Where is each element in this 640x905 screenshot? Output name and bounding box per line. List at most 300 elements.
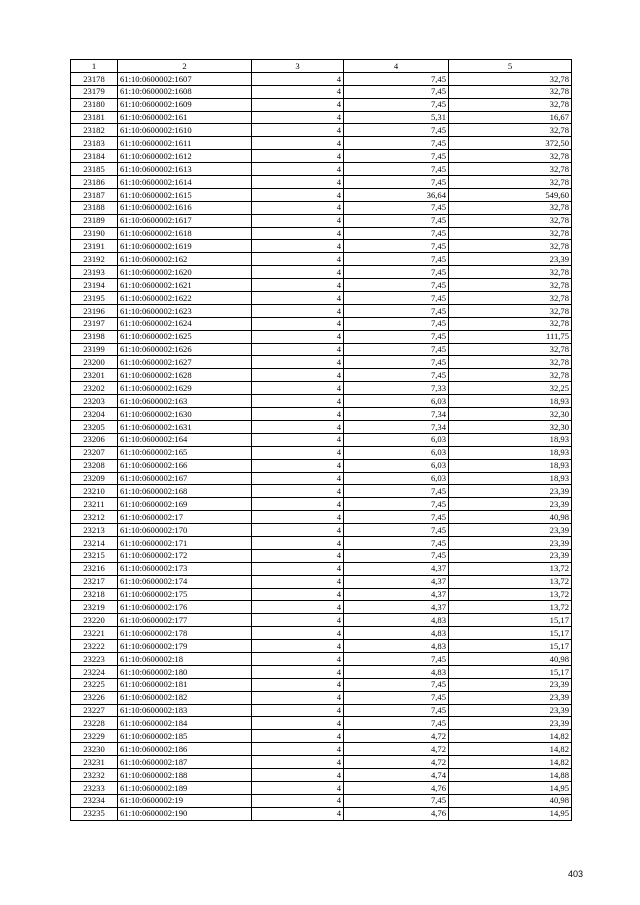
table-row [71,279,572,292]
column-4-cell: 4,83 [344,640,449,653]
table-row [71,85,572,98]
column-5-cell: 372,50 [449,137,572,150]
column-5-cell: 18,93 [449,472,572,485]
column-5-cell: 32,78 [449,279,572,292]
column-5-cell: 32,78 [449,201,572,214]
row-number-cell: 23189 [71,214,118,227]
column-3-cell: 4 [252,665,344,678]
row-number-cell: 23185 [71,163,118,176]
column-5-cell: 32,78 [449,98,572,111]
column-4-cell: 7,45 [344,98,449,111]
column-5-cell: 32,78 [449,227,572,240]
column-5-cell: 23,39 [449,524,572,537]
column-4-cell: 4,76 [344,781,449,794]
row-number-cell: 23220 [71,614,118,627]
column-3-cell: 4 [252,794,344,807]
column-4-cell: 4,72 [344,756,449,769]
cadastral-number-cell: 61:10:0600002:1617 [118,214,252,227]
table-row [71,756,572,769]
table-row [71,111,572,124]
column-3-cell: 4 [252,704,344,717]
column-4-cell: 7,45 [344,201,449,214]
column-4-cell: 4,72 [344,743,449,756]
row-number-cell: 23231 [71,756,118,769]
column-4-cell: 4,37 [344,562,449,575]
cadastral-number-cell: 61:10:0600002:189 [118,781,252,794]
table-row [71,214,572,227]
table-row [71,188,572,201]
column-4-cell: 4,74 [344,768,449,781]
column-4-cell: 7,45 [344,652,449,665]
cadastral-number-cell: 61:10:0600002:186 [118,743,252,756]
table-row [71,343,572,356]
table-row [71,356,572,369]
column-3-cell: 4 [252,601,344,614]
cadastral-number-cell: 61:10:0600002:1610 [118,124,252,137]
table-row [71,240,572,253]
column-4-cell: 7,45 [344,266,449,279]
cadastral-number-cell: 61:10:0600002:168 [118,485,252,498]
column-3-cell: 4 [252,240,344,253]
column-4-cell: 6,03 [344,472,449,485]
column-3-cell: 4 [252,408,344,421]
column-5-cell: 32,30 [449,408,572,421]
cadastral-number-cell: 61:10:0600002:183 [118,704,252,717]
cadastral-number-cell: 61:10:0600002:1613 [118,163,252,176]
column-4-cell: 7,45 [344,317,449,330]
table-row [71,485,572,498]
cadastral-number-cell: 61:10:0600002:165 [118,446,252,459]
table-row [71,627,572,640]
row-number-cell: 23208 [71,459,118,472]
column-5-cell: 32,30 [449,420,572,433]
row-number-cell: 23221 [71,627,118,640]
column-5-cell: 40,98 [449,794,572,807]
column-4-cell: 7,45 [344,72,449,85]
column-4-cell: 5,31 [344,111,449,124]
row-number-cell: 23228 [71,717,118,730]
cadastral-number-cell: 61:10:0600002:177 [118,614,252,627]
row-number-cell: 23216 [71,562,118,575]
column-5-cell: 14,95 [449,807,572,820]
column-4-cell: 7,45 [344,253,449,266]
row-number-cell: 23227 [71,704,118,717]
column-4-cell: 7,45 [344,369,449,382]
column-4-cell: 4,76 [344,807,449,820]
cadastral-number-cell: 61:10:0600002:1612 [118,150,252,163]
table-row [71,395,572,408]
row-number-cell: 23182 [71,124,118,137]
column-header-4: 4 [344,60,449,73]
table-row [71,601,572,614]
row-number-cell: 23188 [71,201,118,214]
cadastral-number-cell: 61:10:0600002:187 [118,756,252,769]
row-number-cell: 23201 [71,369,118,382]
table-row [71,292,572,305]
data-table [70,59,572,821]
table-row [71,163,572,176]
cadastral-number-cell: 61:10:0600002:175 [118,588,252,601]
column-3-cell: 4 [252,614,344,627]
column-3-cell: 4 [252,279,344,292]
column-5-cell: 16,67 [449,111,572,124]
row-number-cell: 23205 [71,420,118,433]
cadastral-number-cell: 61:10:0600002:190 [118,807,252,820]
table-row [71,472,572,485]
table-row [71,446,572,459]
column-3-cell: 4 [252,433,344,446]
column-3-cell: 4 [252,72,344,85]
column-3-cell: 4 [252,562,344,575]
cadastral-number-cell: 61:10:0600002:1608 [118,85,252,98]
column-3-cell: 4 [252,717,344,730]
row-number-cell: 23217 [71,575,118,588]
table-row [71,614,572,627]
column-3-cell: 4 [252,201,344,214]
cadastral-number-cell: 61:10:0600002:18 [118,652,252,665]
row-number-cell: 23223 [71,652,118,665]
row-number-cell: 23233 [71,781,118,794]
column-5-cell: 32,78 [449,150,572,163]
column-4-cell: 7,45 [344,150,449,163]
column-5-cell: 15,17 [449,614,572,627]
row-number-cell: 23222 [71,640,118,653]
column-4-cell: 7,45 [344,511,449,524]
table-row [71,459,572,472]
column-5-cell: 111,75 [449,330,572,343]
row-number-cell: 23212 [71,511,118,524]
row-number-cell: 23186 [71,176,118,189]
cadastral-number-cell: 61:10:0600002:178 [118,627,252,640]
column-5-cell: 18,93 [449,433,572,446]
cadastral-number-cell: 61:10:0600002:181 [118,678,252,691]
row-number-cell: 23206 [71,433,118,446]
column-3-cell: 4 [252,343,344,356]
cadastral-number-cell: 61:10:0600002:169 [118,498,252,511]
cadastral-number-cell: 61:10:0600002:163 [118,395,252,408]
table-row [71,524,572,537]
column-3-cell: 4 [252,459,344,472]
column-4-cell: 7,45 [344,176,449,189]
column-3-cell: 4 [252,472,344,485]
column-3-cell: 4 [252,420,344,433]
table-row [71,317,572,330]
table-row [71,678,572,691]
column-header-5: 5 [449,60,572,73]
column-3-cell: 4 [252,85,344,98]
cadastral-number-cell: 61:10:0600002:1627 [118,356,252,369]
column-5-cell: 15,17 [449,640,572,653]
column-4-cell: 7,45 [344,279,449,292]
table-row [71,420,572,433]
column-5-cell: 549,60 [449,188,572,201]
table-row [71,433,572,446]
table-row [71,807,572,820]
cadastral-number-cell: 61:10:0600002:1609 [118,98,252,111]
column-5-cell: 32,78 [449,317,572,330]
row-number-cell: 23197 [71,317,118,330]
row-number-cell: 23183 [71,137,118,150]
cadastral-number-cell: 61:10:0600002:1626 [118,343,252,356]
column-5-cell: 13,72 [449,601,572,614]
table-row [71,730,572,743]
column-5-cell: 23,39 [449,536,572,549]
table-header-row [71,60,572,73]
column-5-cell: 32,78 [449,214,572,227]
column-3-cell: 4 [252,292,344,305]
column-4-cell: 7,33 [344,382,449,395]
column-4-cell: 7,45 [344,356,449,369]
table-row [71,176,572,189]
cadastral-number-cell: 61:10:0600002:1631 [118,420,252,433]
row-number-cell: 23191 [71,240,118,253]
cadastral-number-cell: 61:10:0600002:1628 [118,369,252,382]
column-4-cell: 7,45 [344,163,449,176]
column-3-cell: 4 [252,627,344,640]
column-3-cell: 4 [252,137,344,150]
cadastral-number-cell: 61:10:0600002:1607 [118,72,252,85]
column-3-cell: 4 [252,768,344,781]
cadastral-number-cell: 61:10:0600002:1618 [118,227,252,240]
row-number-cell: 23180 [71,98,118,111]
table-row [71,704,572,717]
cadastral-number-cell: 61:10:0600002:164 [118,433,252,446]
cadastral-number-cell: 61:10:0600002:1629 [118,382,252,395]
table-row [71,201,572,214]
column-4-cell: 4,37 [344,601,449,614]
column-4-cell: 7,45 [344,124,449,137]
column-5-cell: 13,72 [449,575,572,588]
column-5-cell: 15,17 [449,665,572,678]
column-5-cell: 18,93 [449,395,572,408]
column-3-cell: 4 [252,188,344,201]
column-4-cell: 7,45 [344,137,449,150]
cadastral-number-cell: 61:10:0600002:1611 [118,137,252,150]
column-3-cell: 4 [252,111,344,124]
row-number-cell: 23199 [71,343,118,356]
column-3-cell: 4 [252,163,344,176]
column-5-cell: 18,93 [449,446,572,459]
column-4-cell: 7,45 [344,227,449,240]
row-number-cell: 23179 [71,85,118,98]
column-5-cell: 13,72 [449,588,572,601]
column-5-cell: 32,78 [449,292,572,305]
table-row [71,536,572,549]
table-row [71,717,572,730]
row-number-cell: 23196 [71,304,118,317]
column-4-cell: 7,45 [344,704,449,717]
cadastral-number-cell: 61:10:0600002:185 [118,730,252,743]
column-4-cell: 4,37 [344,575,449,588]
row-number-cell: 23213 [71,524,118,537]
row-number-cell: 23229 [71,730,118,743]
column-4-cell: 6,03 [344,433,449,446]
column-3-cell: 4 [252,691,344,704]
column-5-cell: 23,39 [449,704,572,717]
table-row [71,369,572,382]
column-3-cell: 4 [252,150,344,163]
column-3-cell: 4 [252,781,344,794]
column-4-cell: 4,83 [344,614,449,627]
column-3-cell: 4 [252,330,344,343]
column-4-cell: 7,45 [344,549,449,562]
cadastral-number-cell: 61:10:0600002:176 [118,601,252,614]
column-4-cell: 7,45 [344,485,449,498]
table-row [71,72,572,85]
row-number-cell: 23190 [71,227,118,240]
column-header-2: 2 [118,60,252,73]
row-number-cell: 23187 [71,188,118,201]
table-row [71,304,572,317]
cadastral-number-cell: 61:10:0600002:171 [118,536,252,549]
column-3-cell: 4 [252,678,344,691]
row-number-cell: 23193 [71,266,118,279]
table-row [71,665,572,678]
table-row [71,253,572,266]
column-5-cell: 23,39 [449,717,572,730]
column-4-cell: 6,03 [344,395,449,408]
column-4-cell: 7,45 [344,524,449,537]
cadastral-number-cell: 61:10:0600002:19 [118,794,252,807]
row-number-cell: 23184 [71,150,118,163]
column-4-cell: 6,03 [344,459,449,472]
column-5-cell: 32,78 [449,85,572,98]
cadastral-number-cell: 61:10:0600002:17 [118,511,252,524]
column-3-cell: 4 [252,549,344,562]
cadastral-number-cell: 61:10:0600002:184 [118,717,252,730]
row-number-cell: 23215 [71,549,118,562]
table-row [71,743,572,756]
column-4-cell: 4,83 [344,665,449,678]
column-4-cell: 7,34 [344,420,449,433]
column-5-cell: 13,72 [449,562,572,575]
column-3-cell: 4 [252,356,344,369]
cadastral-number-cell: 61:10:0600002:1621 [118,279,252,292]
table-row [71,511,572,524]
table-row [71,640,572,653]
column-5-cell: 32,78 [449,343,572,356]
column-5-cell: 32,25 [449,382,572,395]
column-3-cell: 4 [252,807,344,820]
table-row [71,330,572,343]
column-5-cell: 18,93 [449,459,572,472]
column-3-cell: 4 [252,253,344,266]
column-5-cell: 15,17 [449,627,572,640]
cadastral-number-cell: 61:10:0600002:1622 [118,292,252,305]
cadastral-number-cell: 61:10:0600002:170 [118,524,252,537]
row-number-cell: 23198 [71,330,118,343]
column-4-cell: 4,83 [344,627,449,640]
column-5-cell: 40,98 [449,511,572,524]
table-row [71,549,572,562]
table-row [71,98,572,111]
column-4-cell: 7,45 [344,292,449,305]
row-number-cell: 23202 [71,382,118,395]
cadastral-number-cell: 61:10:0600002:1620 [118,266,252,279]
column-3-cell: 4 [252,498,344,511]
cadastral-number-cell: 61:10:0600002:1630 [118,408,252,421]
cadastral-number-cell: 61:10:0600002:161 [118,111,252,124]
column-5-cell: 40,98 [449,652,572,665]
cadastral-number-cell: 61:10:0600002:1616 [118,201,252,214]
column-5-cell: 23,39 [449,678,572,691]
column-5-cell: 23,39 [449,253,572,266]
column-4-cell: 7,45 [344,240,449,253]
row-number-cell: 23200 [71,356,118,369]
row-number-cell: 23209 [71,472,118,485]
row-number-cell: 23230 [71,743,118,756]
cadastral-number-cell: 61:10:0600002:162 [118,253,252,266]
column-5-cell: 32,78 [449,356,572,369]
row-number-cell: 23178 [71,72,118,85]
column-3-cell: 4 [252,524,344,537]
table-row [71,588,572,601]
column-5-cell: 32,78 [449,163,572,176]
column-3-cell: 4 [252,756,344,769]
table-body [71,72,572,820]
row-number-cell: 23214 [71,536,118,549]
column-3-cell: 4 [252,446,344,459]
cadastral-number-cell: 61:10:0600002:1623 [118,304,252,317]
row-number-cell: 23232 [71,768,118,781]
row-number-cell: 23234 [71,794,118,807]
column-3-cell: 4 [252,511,344,524]
table-row [71,768,572,781]
column-4-cell: 7,45 [344,343,449,356]
column-4-cell: 4,72 [344,730,449,743]
row-number-cell: 23181 [71,111,118,124]
cadastral-number-cell: 61:10:0600002:180 [118,665,252,678]
column-5-cell: 23,39 [449,498,572,511]
column-4-cell: 6,03 [344,446,449,459]
column-4-cell: 4,37 [344,588,449,601]
column-4-cell: 7,45 [344,717,449,730]
column-4-cell: 7,34 [344,408,449,421]
column-3-cell: 4 [252,640,344,653]
cadastral-number-cell: 61:10:0600002:1614 [118,176,252,189]
column-3-cell: 4 [252,266,344,279]
column-5-cell: 32,78 [449,72,572,85]
column-5-cell: 32,78 [449,304,572,317]
column-5-cell: 23,39 [449,549,572,562]
cadastral-number-cell: 61:10:0600002:1624 [118,317,252,330]
column-header-3: 3 [252,60,344,73]
row-number-cell: 23226 [71,691,118,704]
table-row [71,137,572,150]
column-4-cell: 7,45 [344,214,449,227]
column-3-cell: 4 [252,124,344,137]
cadastral-number-cell: 61:10:0600002:182 [118,691,252,704]
table-row [71,562,572,575]
table-row [71,382,572,395]
cadastral-number-cell: 61:10:0600002:174 [118,575,252,588]
row-number-cell: 23203 [71,395,118,408]
column-4-cell: 36,64 [344,188,449,201]
column-3-cell: 4 [252,575,344,588]
column-5-cell: 14,82 [449,743,572,756]
table-row [71,124,572,137]
row-number-cell: 23235 [71,807,118,820]
column-3-cell: 4 [252,485,344,498]
row-number-cell: 23192 [71,253,118,266]
column-3-cell: 4 [252,176,344,189]
column-3-cell: 4 [252,730,344,743]
table-row [71,575,572,588]
row-number-cell: 23218 [71,588,118,601]
column-4-cell: 7,45 [344,678,449,691]
column-3-cell: 4 [252,588,344,601]
column-5-cell: 32,78 [449,369,572,382]
